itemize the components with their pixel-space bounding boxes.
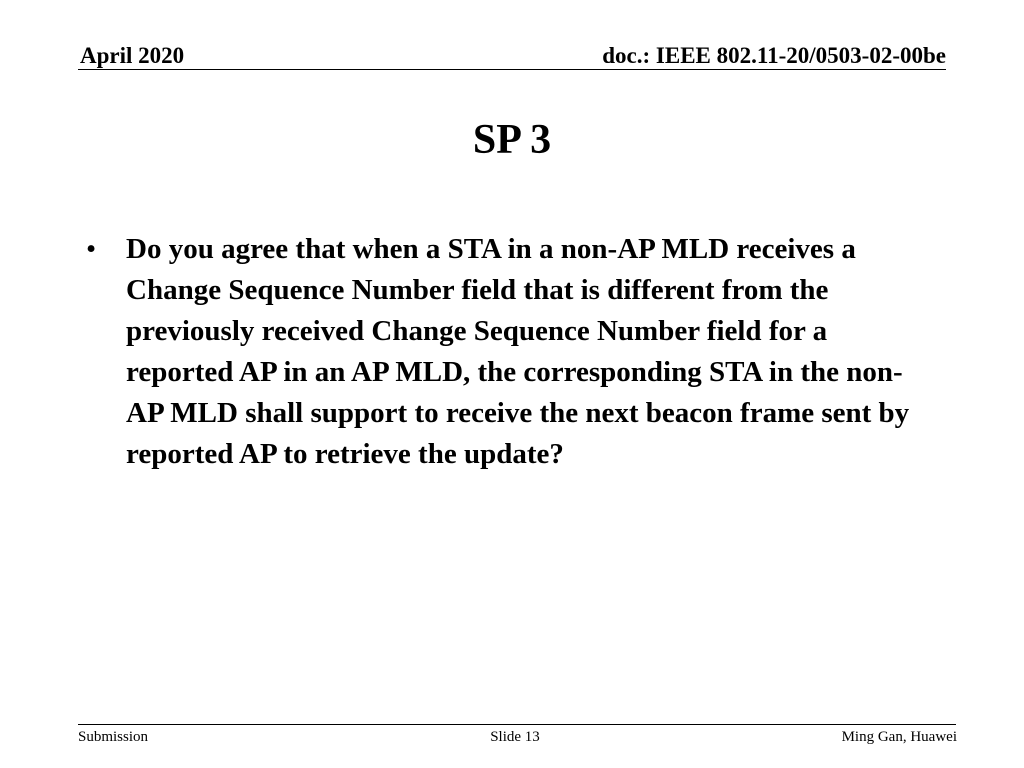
footer-submission: Submission xyxy=(78,729,149,745)
slide-title: SP 3 xyxy=(472,117,552,163)
bullet-marker: • xyxy=(86,233,97,265)
footer-divider xyxy=(78,724,956,725)
header-divider xyxy=(78,69,946,70)
bullet-text: Do you agree that when a STA in a non-AP MLD receives a Change Sequence Number field that is different from the previously received Change Sequence Number field for a reported AP in an AP MLD, the corresponding STA in the non-AP MLD shall support to receive the next beacon frame sent by reported AP to retrieve the update? xyxy=(126,233,910,470)
header-document-id: doc.: IEEE 802.11-20/0503-02-00be xyxy=(602,43,946,68)
header-date: April 2020 xyxy=(80,43,185,68)
bullet-list xyxy=(86,229,936,475)
footer-author: Ming Gan, Huawei xyxy=(841,729,957,745)
footer-slide-number: Slide 13 xyxy=(490,729,540,745)
bullet-item xyxy=(86,229,936,475)
